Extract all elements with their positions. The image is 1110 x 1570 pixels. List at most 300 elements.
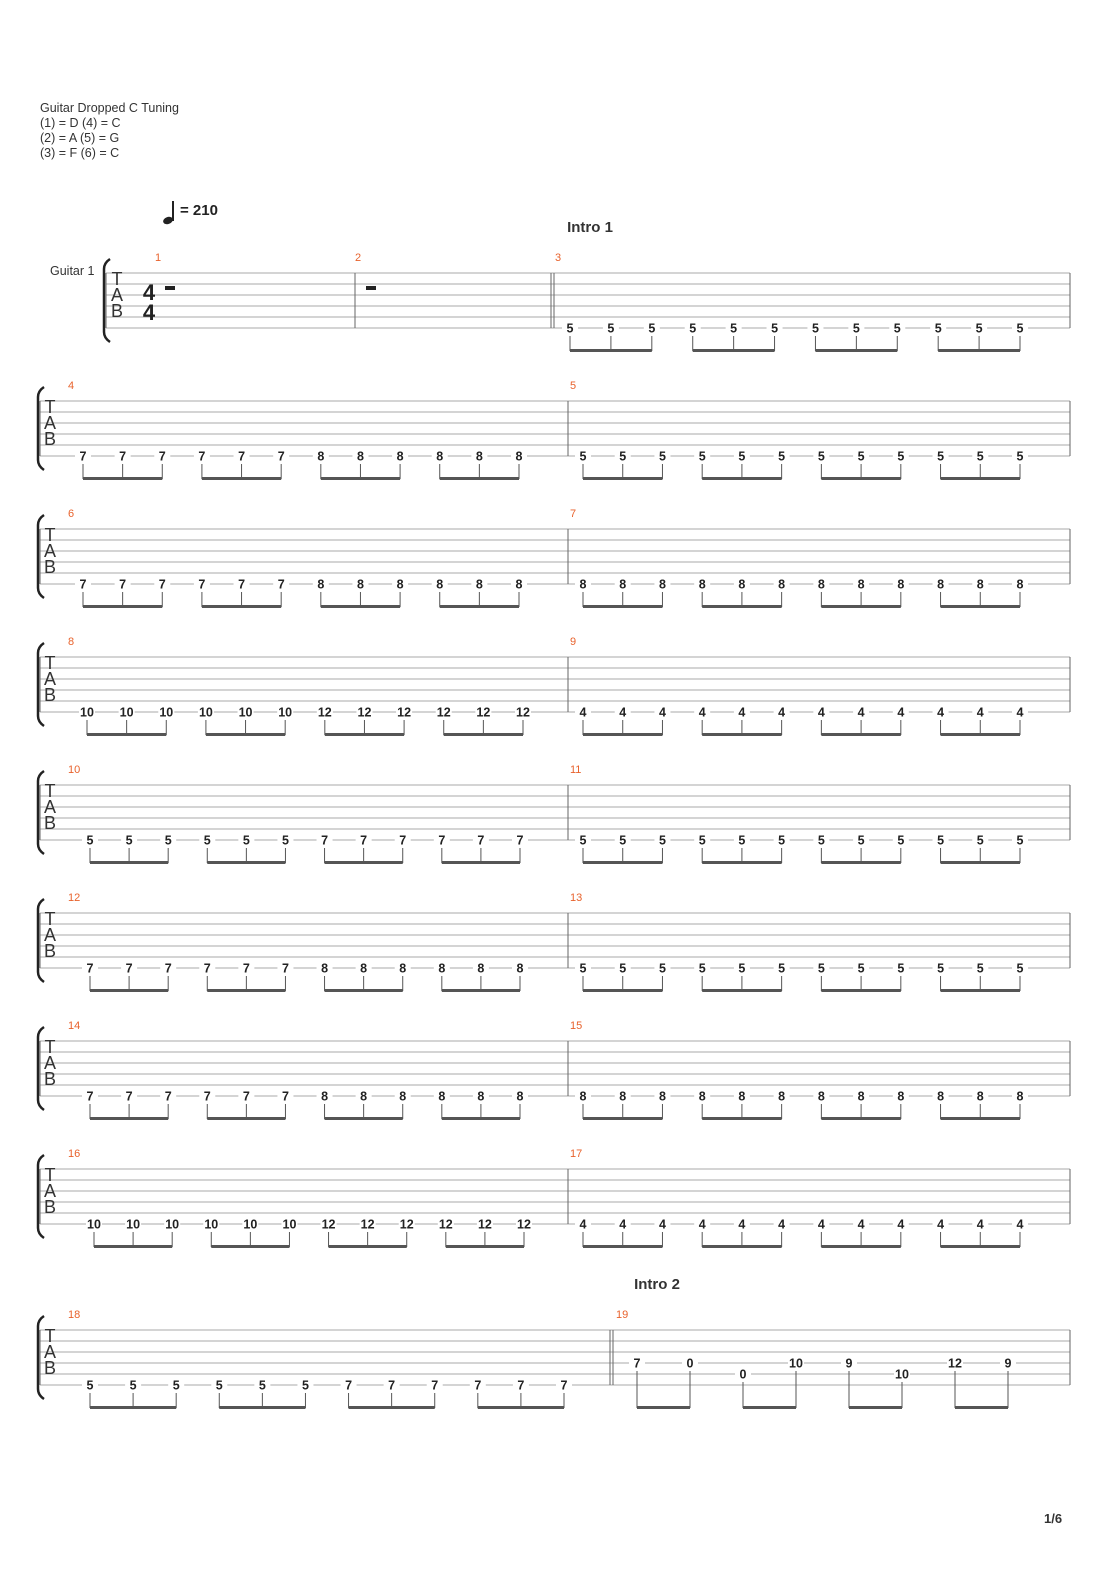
fret-number: 8 [317,449,325,464]
fret-number: 4 [857,1217,865,1232]
fret-number: 8 [817,577,825,592]
beam [206,733,285,736]
fret-number: 5 [817,449,825,464]
beam [821,477,900,480]
fret-number: 7 [242,961,250,976]
beam [941,989,1020,992]
fret-number: 5 [648,321,656,336]
fret-number: 8 [360,1089,368,1104]
fret-number: 5 [857,961,865,976]
fret-number: 5 [937,449,945,464]
tab-clef-letter: T [44,781,56,801]
fret-number: 8 [516,961,524,976]
tab-clef-letter: A [43,797,57,817]
fret-number: 7 [516,833,524,848]
beam [941,861,1020,864]
fret-number: 4 [817,705,825,720]
fret-number: 8 [475,449,483,464]
fret-number: 5 [698,833,706,848]
measure-number: 15 [570,1020,583,1032]
fret-number: 4 [579,1217,587,1232]
fret-number: 4 [1016,1217,1024,1232]
fret-number: 12 [397,705,412,720]
tab-clef-letter: T [44,1326,56,1346]
fret-number: 12 [476,705,491,720]
fret-number: 8 [897,577,905,592]
tab-clef-letter: B [43,813,57,833]
fret-number: 7 [79,577,87,592]
fret-number: 5 [976,449,984,464]
beam [941,1117,1020,1120]
fret-number: 8 [436,449,444,464]
fret-number: 10 [278,705,293,720]
measure-number: 10 [68,764,81,776]
fret-number: 5 [607,321,615,336]
fret-number: 8 [698,1089,706,1104]
beam [938,349,1020,352]
fret-number: 5 [698,449,706,464]
fret-number: 7 [277,449,285,464]
fret-number: 4 [738,705,746,720]
beam [329,1245,407,1248]
tab-clef-letter: A [43,413,57,433]
beam [446,1245,524,1248]
beam [941,477,1020,480]
fret-number: 5 [579,961,587,976]
fret-number: 8 [658,577,666,592]
fret-number: 5 [86,833,94,848]
fret-number: 5 [658,449,666,464]
fret-number: 4 [579,705,587,720]
fret-number: 5 [976,833,984,848]
beam [207,1117,285,1120]
fret-number: 7 [86,1089,94,1104]
fret-number: 5 [566,321,574,336]
tuning-line: (1) = D (4) = C [40,116,121,130]
fret-number: 7 [517,1378,525,1393]
fret-number: 5 [1016,961,1024,976]
fret-number: 7 [79,449,87,464]
fret-number: 5 [934,321,942,336]
fret-number: 4 [937,1217,945,1232]
fret-number: 7 [431,1378,439,1393]
fret-number: 10 [87,1217,101,1232]
fret-number: 7 [125,961,133,976]
tempo-value: = 210 [180,202,218,219]
beam [941,733,1020,736]
tab-clef-letter: B [43,1069,57,1089]
tab-clef-letter: A [43,1342,57,1362]
fret-number: 7 [238,577,246,592]
measure-number: 1 [155,252,162,264]
fret-number: 12 [317,705,332,720]
fret-number: 7 [388,1378,396,1393]
beam [207,861,285,864]
fret-number: 7 [125,1089,133,1104]
beam [219,1406,305,1409]
fret-number: 8 [857,1089,865,1104]
beam [90,1406,176,1409]
beam [821,1117,900,1120]
fret-number: 7 [238,449,246,464]
fret-number: 8 [396,577,404,592]
fret-number: 7 [321,833,329,848]
beam [821,861,900,864]
tuning-title: Guitar Dropped C Tuning [40,101,179,115]
fret-number: 4 [1016,705,1024,720]
beam [583,1117,662,1120]
tab-clef-letter: T [111,269,123,289]
tab-clef-letter: A [43,669,57,689]
beam [444,733,523,736]
beam [583,861,662,864]
measure-number: 7 [570,508,577,520]
measure-number: 3 [555,252,562,264]
fret-number: 8 [698,577,706,592]
fret-number: 8 [619,1089,627,1104]
fret-number: 7 [203,961,211,976]
fret-number: 7 [242,1089,250,1104]
fret-number: 8 [516,1089,524,1104]
measure-number: 8 [68,636,75,648]
fret-number: 8 [321,961,329,976]
half-rest-icon [165,286,175,290]
fret-number: 4 [897,705,905,720]
tab-clef-letter: B [43,941,57,961]
beam [583,605,662,608]
beam [941,605,1020,608]
fret-number: 5 [689,321,697,336]
fret-number: 5 [125,833,133,848]
fret-number: 10 [126,1217,141,1232]
fret-number: 8 [778,1089,786,1104]
beam [849,1406,902,1409]
fret-number: 10 [119,705,134,720]
fret-number: 5 [738,961,746,976]
beam [821,733,900,736]
fret-number: 12 [357,705,372,720]
fret-number: 10 [789,1356,803,1371]
fret-number: 7 [345,1378,353,1393]
fret-number: 5 [817,961,825,976]
beam [702,477,781,480]
measure-number: 14 [68,1020,81,1032]
tab-clef-letter: A [43,1181,57,1201]
fret-number: 7 [560,1378,568,1393]
fret-number: 8 [658,1089,666,1104]
fret-number: 10 [238,705,253,720]
beam [211,1245,289,1248]
fret-number: 8 [1016,1089,1024,1104]
fret-number: 8 [976,577,984,592]
measure-number: 2 [355,252,362,264]
fret-number: 5 [852,321,860,336]
beam [815,349,897,352]
fret-number: 10 [243,1217,258,1232]
fret-number: 5 [619,449,627,464]
fret-number: 5 [658,833,666,848]
fret-number: 5 [301,1378,309,1393]
beam [325,861,403,864]
beam [702,989,781,992]
fret-number: 8 [399,1089,407,1104]
beam [90,861,168,864]
fret-number: 8 [1016,577,1024,592]
fret-number: 5 [738,449,746,464]
fret-number: 7 [281,961,289,976]
fret-number: 7 [281,1089,289,1104]
fret-number: 8 [937,577,945,592]
tab-clef-letter: T [44,909,56,929]
tuning-line: (2) = A (5) = G [40,131,120,145]
beam [202,477,281,480]
beam [83,605,162,608]
fret-number: 8 [438,1089,446,1104]
measure-number: 6 [68,508,75,520]
beam [87,733,166,736]
measure-number: 9 [570,636,577,648]
fret-number: 5 [778,961,786,976]
tab-clef-letter: T [44,1037,56,1057]
beam [583,989,662,992]
half-rest-icon [366,286,376,290]
fret-number: 8 [619,577,627,592]
fret-number: 8 [356,577,364,592]
fret-number: 4 [778,705,786,720]
beam [821,1245,900,1248]
fret-number: 7 [164,1089,172,1104]
fret-number: 5 [937,961,945,976]
fret-number: 8 [738,577,746,592]
fret-number: 12 [516,705,530,720]
measure-number: 16 [68,1148,81,1160]
tab-clef-letter: B [43,557,57,577]
fret-number: 8 [438,961,446,976]
fret-number: 8 [360,961,368,976]
tab-clef-letter: B [43,429,57,449]
tab-clef-letter: T [44,525,56,545]
beam [349,1406,435,1409]
time-signature-top: 4 [142,280,156,305]
tab-clef-letter: B [43,1358,57,1378]
fret-number: 8 [515,449,523,464]
fret-number: 5 [203,833,211,848]
fret-number: 4 [778,1217,786,1232]
beam [207,989,285,992]
beam [821,605,900,608]
fret-number: 7 [399,833,407,848]
fret-number: 5 [730,321,738,336]
fret-number: 10 [80,705,94,720]
fret-number: 5 [897,961,905,976]
fret-number: 5 [129,1378,137,1393]
fret-number: 12 [321,1217,336,1232]
fret-number: 5 [811,321,819,336]
fret-number: 5 [242,833,250,848]
fret-number: 5 [857,449,865,464]
fret-number: 7 [158,449,166,464]
time-signature-bottom: 4 [142,300,156,325]
fret-number: 4 [976,1217,984,1232]
beam [442,989,520,992]
beam [637,1406,690,1409]
fret-number: 5 [1016,321,1024,336]
fret-number: 5 [215,1378,223,1393]
fret-number: 4 [817,1217,825,1232]
tab-clef-letter: A [43,925,57,945]
fret-number: 7 [360,833,368,848]
fret-number: 5 [164,833,172,848]
fret-number: 4 [619,1217,627,1232]
fret-number: 9 [1004,1356,1012,1371]
fret-number: 10 [895,1367,909,1382]
fret-number: 8 [317,577,325,592]
tab-clef-letter: T [44,397,56,417]
fret-number: 5 [619,833,627,848]
fret-number: 4 [937,705,945,720]
fret-number: 4 [658,705,666,720]
fret-number: 7 [477,833,485,848]
fret-number: 5 [897,833,905,848]
fret-number: 8 [356,449,364,464]
beam [94,1245,172,1248]
fret-number: 8 [321,1089,329,1104]
beam [743,1406,796,1409]
fret-number: 5 [778,833,786,848]
fret-number: 12 [948,1356,962,1371]
fret-number: 7 [86,961,94,976]
fret-number: 7 [474,1378,482,1393]
beam [583,733,662,736]
beam [321,605,400,608]
beam [702,733,781,736]
fret-number: 5 [86,1378,94,1393]
beam [202,605,281,608]
fret-number: 8 [477,1089,485,1104]
fret-number: 8 [976,1089,984,1104]
fret-number: 7 [119,449,127,464]
fret-number: 4 [698,1217,706,1232]
fret-number: 5 [778,449,786,464]
section-label-intro-2: Intro 2 [634,1276,680,1293]
fret-number: 7 [203,1089,211,1104]
fret-number: 7 [164,961,172,976]
beam [821,989,900,992]
fret-number: 0 [686,1356,694,1371]
fret-number: 5 [658,961,666,976]
measure-number: 18 [68,1309,81,1321]
measure-number: 19 [616,1309,629,1321]
fret-number: 5 [1016,833,1024,848]
fret-number: 8 [475,577,483,592]
fret-number: 8 [778,577,786,592]
fret-number: 8 [477,961,485,976]
fret-number: 10 [165,1217,180,1232]
fret-number: 12 [436,705,451,720]
measure-number: 13 [570,892,583,904]
beam [90,1117,168,1120]
fret-number: 4 [738,1217,746,1232]
beam [570,349,652,352]
beam [442,1117,520,1120]
fret-number: 4 [897,1217,905,1232]
fret-number: 5 [893,321,901,336]
fret-number: 7 [277,577,285,592]
beam [583,1245,662,1248]
fret-number: 8 [579,577,587,592]
beam [440,605,519,608]
track-name: Guitar 1 [50,264,95,278]
tab-clef-letter: A [43,541,57,561]
fret-number: 5 [698,961,706,976]
fret-number: 4 [857,705,865,720]
fret-number: 8 [579,1089,587,1104]
fret-number: 5 [975,321,983,336]
tab-clef-letter: A [110,285,124,305]
measure-number: 17 [570,1148,583,1160]
beam [90,989,168,992]
beam [693,349,775,352]
fret-number: 5 [738,833,746,848]
beam [325,733,404,736]
tab-clef-letter: B [43,1197,57,1217]
fret-number: 7 [438,833,446,848]
beam [325,989,403,992]
fret-number: 8 [817,1089,825,1104]
fret-number: 7 [198,577,206,592]
fret-number: 7 [198,449,206,464]
fret-number: 8 [738,1089,746,1104]
fret-number: 10 [198,705,213,720]
beam [83,477,162,480]
fret-number: 8 [399,961,407,976]
fret-number: 7 [633,1356,641,1371]
beam [325,1117,403,1120]
beam [955,1406,1008,1409]
fret-number: 8 [937,1089,945,1104]
tab-clef-letter: T [44,1165,56,1185]
system-bracket [104,259,110,342]
beam [583,477,662,480]
tab-clef-letter: T [44,653,56,673]
beam [321,477,400,480]
beam [702,605,781,608]
fret-number: 8 [857,577,865,592]
fret-number: 5 [976,961,984,976]
measure-number: 12 [68,892,81,904]
section-label-intro-1: Intro 1 [567,219,613,236]
fret-number: 5 [172,1378,180,1393]
fret-number: 10 [204,1217,219,1232]
fret-number: 10 [282,1217,297,1232]
fret-number: 5 [579,449,587,464]
beam [440,477,519,480]
fret-number: 4 [658,1217,666,1232]
fret-number: 12 [360,1217,375,1232]
beam [442,861,520,864]
tuning-line: (3) = F (6) = C [40,146,120,160]
fret-number: 5 [857,833,865,848]
fret-number: 5 [579,833,587,848]
fret-number: 5 [771,321,779,336]
measure-number: 5 [570,380,577,392]
fret-number: 4 [976,705,984,720]
beam [941,1245,1020,1248]
beam [702,861,781,864]
fret-number: 0 [739,1367,747,1382]
measure-number: 11 [570,764,582,776]
tab-clef-letter: B [43,685,57,705]
